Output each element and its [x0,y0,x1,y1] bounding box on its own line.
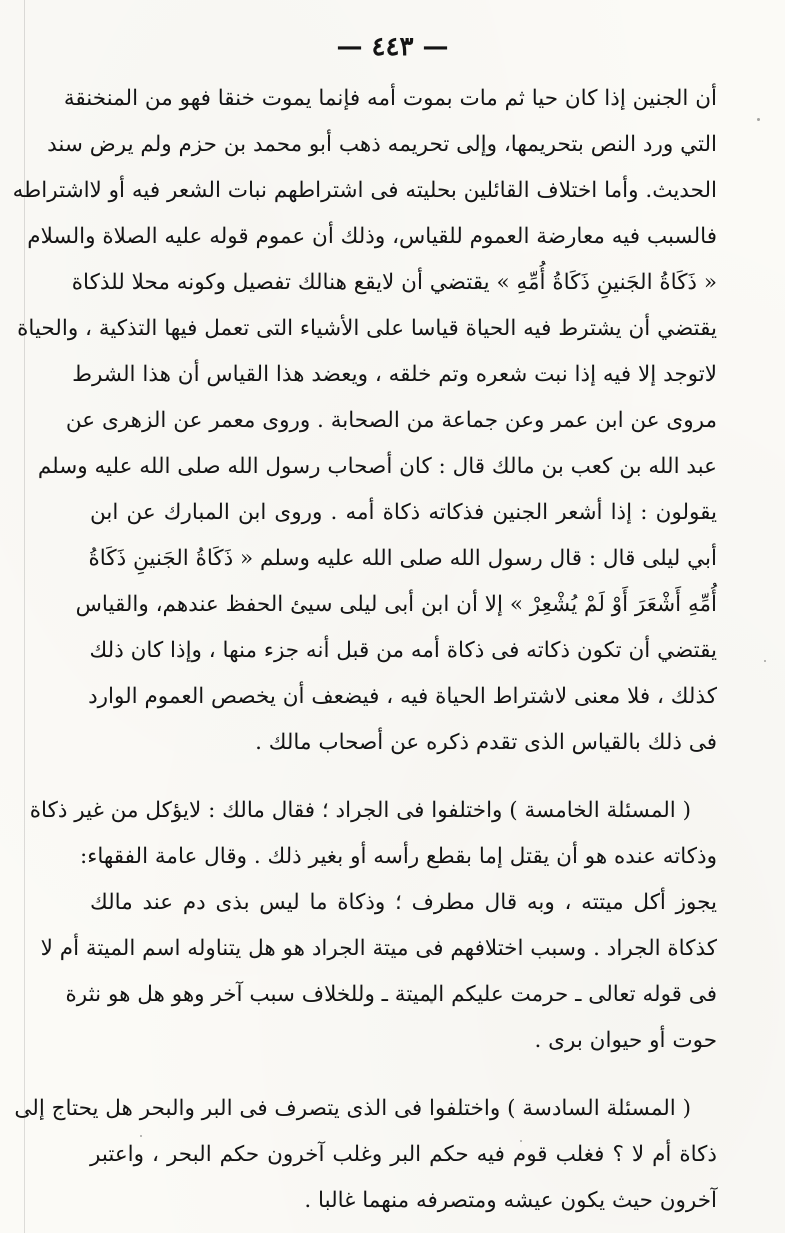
text-line: « ذَكَاةُ الجَنينِ ذَكَاةُ أُمِّهِ » يقتضي أن لايقع هنالك تفصيل وكونه محلا للذكاة [71,270,717,295]
text-line: كذلك ، فلا معنى لاشتراط الحياة فيه ، فيضعف أن يخصص العموم الوارد [88,684,717,709]
text-line: ( المسئلة السادسة ) واختلفوا فى الذى يتصرف فى البر والبحر هل يحتاج إلى [14,1096,691,1121]
paragraph-3 [14,1086,717,1224]
text-line: ذكاة أم لا ؟ فغلب قوم فيه حكم البر وغلب آخرون حكم البحر ، واعتبر [90,1142,717,1167]
text-line: مروى عن ابن عمر وعن جماعة من الصحابة . وروى معمر عن الزهرى عن [65,408,717,433]
text-line: الحديث. وأما اختلاف القائلين بحليته فى اشتراطهم نبات الشعر فيه أو لااشتراطه [12,178,717,203]
scan-speck [520,1140,522,1142]
paragraph-1 [12,76,717,766]
text-line: يقتضي أن يشترط فيه الحياة قياسا على الأشياء التى تعمل فيها التذكية ، والحياة [17,316,717,341]
text-line: يقتضي أن تكون ذكاته فى ذكاة أمه من قبل أنه جزء منها ، وإذا كان ذلك [89,638,717,663]
scan-speck [140,1135,142,1137]
scan-speck [764,660,766,662]
text-line: كذكاة الجراد . وسبب اختلافهم فى ميتة الجراد هو هل يتناوله اسم الميتة أم لا [40,936,717,961]
text-line: لاتوجد إلا فيه إذا نبت شعره وتم خلقه ، ويعضد هذا القياس أن هذا الشرط [72,362,717,387]
paragraph-2 [29,788,717,1064]
text-line: أبي ليلى قال : قال رسول الله صلى الله عليه وسلم « ذَكَاةُ الجَنينِ ذَكَاةُ [88,546,717,571]
text-line: أُمِّهِ أَشْعَرَ أَوْ لَمْ يُشْعِرْ » إلا أن ابن أبى ليلى سيئ الحفظ عندهم، والقياس [75,592,717,617]
page-number: — ٤٤٣ — [336,32,449,62]
text-line: فى قوله تعالى ـ حرمت عليكم الميتة ـ وللخلاف سبب آخر وهو هل هو نثرة [65,982,717,1007]
text-line: التي ورد النص بتحريمها، وإلى تحريمه ذهب أبو محمد بن حزم ولم يرض سند [47,132,717,157]
text-line: أن الجنين إذا كان حيا ثم مات بموت أمه فإنما يموت خنقا فهو من المنخنقة [63,86,717,111]
text-line: وذكاته عنده هو أن يقتل إما بقطع رأسه أو بغير ذلك . وقال عامة الفقهاء: [79,844,717,869]
text-line: يجوز أكل ميتته ، وبه قال مطرف ؛ وذكاة ما ليس بذى دم عند مالك [90,890,717,915]
text-line: فالسبب فيه معارضة العموم للقياس، وذلك أن عموم قوله عليه الصلاة والسلام [27,224,717,249]
scan-speck [757,118,760,121]
body-text [12,76,717,1224]
text-line: آخرون حيث يكون عيشه ومتصرفه منهما غالبا . [304,1188,717,1213]
text-line: عبد الله بن كعب بن مالك قال : كان أصحاب رسول الله صلى الله عليه وسلم [37,454,717,479]
text-line: ( المسئلة الخامسة ) واختلفوا فى الجراد ؛ فقال مالك : لايؤكل من غير ذكاة [29,798,691,823]
text-line: فى ذلك بالقياس الذى تقدم ذكره عن أصحاب مالك . [255,730,717,755]
text-line: حوت أو حيوان برى . [534,1028,717,1053]
scan-speck [430,1000,433,1004]
text-line: يقولون : إذا أشعر الجنين فذكاته ذكاة أمه . وروى ابن المبارك عن ابن [90,500,717,525]
